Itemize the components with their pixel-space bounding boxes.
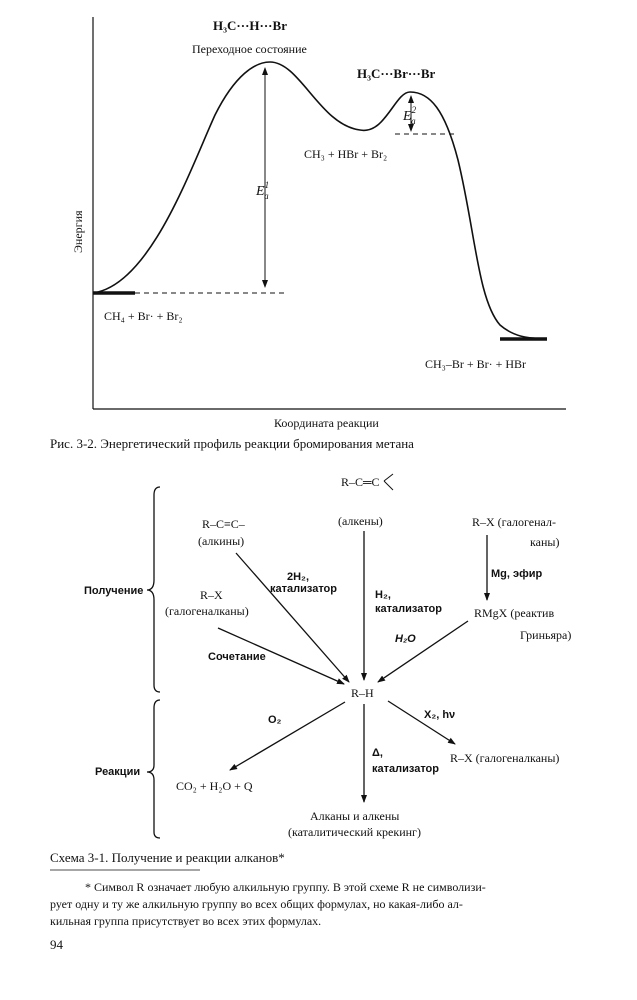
ea1-label: $E^1$ a xyxy=(256,180,270,201)
reactants-label: CH₄ + Br· + Br₂ xyxy=(104,309,183,323)
haloalkane-top-line2: каны) xyxy=(530,535,560,549)
footnote-line2: рует одну и ту же алкильную группу во всех общих формулах, но какая-либо ал- xyxy=(50,897,463,911)
ts1-label: H₃C···H···Br xyxy=(213,18,287,33)
mg-ether-label: Mg, эфир xyxy=(491,568,543,580)
haloalkane-top-line1: R–X (галогенал- xyxy=(472,515,556,529)
brace-preparation xyxy=(147,487,160,692)
alkene-name: (алкены) xyxy=(338,514,383,528)
cracking-line2: (каталитический крекинг) xyxy=(288,825,421,839)
grignard-line2: Гриньяра) xyxy=(520,628,572,642)
alkene-bond-upper xyxy=(384,474,393,481)
ts1-name: Переходное состояние xyxy=(192,42,307,56)
ts2-label: H₃C···Br···Br xyxy=(357,66,436,81)
scheme-diagram xyxy=(84,474,571,839)
x-axis-label: Координата реакции xyxy=(274,416,379,430)
energy-profile-figure xyxy=(71,17,566,430)
h2cat-left-line1: 2H₂, xyxy=(287,571,310,583)
h2cat-mid-line2: катализатор xyxy=(375,603,442,615)
figure-caption: Рис. 3-2. Энергетический профиль реакции бромирования метана xyxy=(50,436,414,451)
alkene-formula: R–C═C xyxy=(341,475,380,489)
halogenation-product: R–X (галогеналканы) xyxy=(450,751,560,765)
page-number: 94 xyxy=(50,937,63,952)
cracking-line1: Алканы и алкены xyxy=(310,809,400,823)
delta-label: Δ, xyxy=(372,747,383,759)
y-axis-label: Энергия xyxy=(71,210,85,253)
footnote-line3: кильная группа присутствует во всех этих формулах. xyxy=(50,914,322,928)
ea2-label: $E^2$ a xyxy=(403,105,417,126)
combustion-products: CO₂ + H₂O + Q xyxy=(176,779,253,793)
arrow-grignard-to-rh xyxy=(378,621,468,682)
o2-label: O₂ xyxy=(268,714,282,726)
alkyne-name: (алкины) xyxy=(198,534,245,548)
arrow-rh-to-haloalkane xyxy=(388,701,455,744)
energy-curve xyxy=(93,62,545,339)
brace-reactions xyxy=(147,700,160,838)
center-rh: R–H xyxy=(351,686,374,700)
alkene-bond-lower xyxy=(384,481,393,490)
intermediate-label: CH₃ + HBr + Br₂ xyxy=(304,147,388,161)
rx-left-name: (галогеналканы) xyxy=(165,604,249,618)
h2cat-mid-line1: H₂, xyxy=(375,589,391,601)
products-label: CH₃–Br + Br· + HBr xyxy=(425,357,527,371)
arrow-rh-to-combustion xyxy=(230,702,345,770)
h2cat-left-line2: катализатор xyxy=(270,583,337,595)
group-reactions-label: Реакции xyxy=(95,766,141,778)
scheme-caption: Схема 3-1. Получение и реакции алканов* xyxy=(50,850,285,865)
alkyne-formula: R–C≡C– xyxy=(202,517,245,531)
coupling-label: Сочетание xyxy=(208,651,266,663)
water-label: H₂O xyxy=(395,633,416,645)
delta-catalyst-label: катализатор xyxy=(372,763,439,775)
footnote-line1: * Символ R означает любую алкильную группу. В этой схеме R не символизи- xyxy=(85,880,486,894)
group-preparation-label: Получение xyxy=(84,585,144,597)
x2-hv-label: X₂, hν xyxy=(424,709,456,721)
rx-left-formula: R–X xyxy=(200,588,223,602)
grignard-line1: RMgX (реактив xyxy=(474,606,555,620)
